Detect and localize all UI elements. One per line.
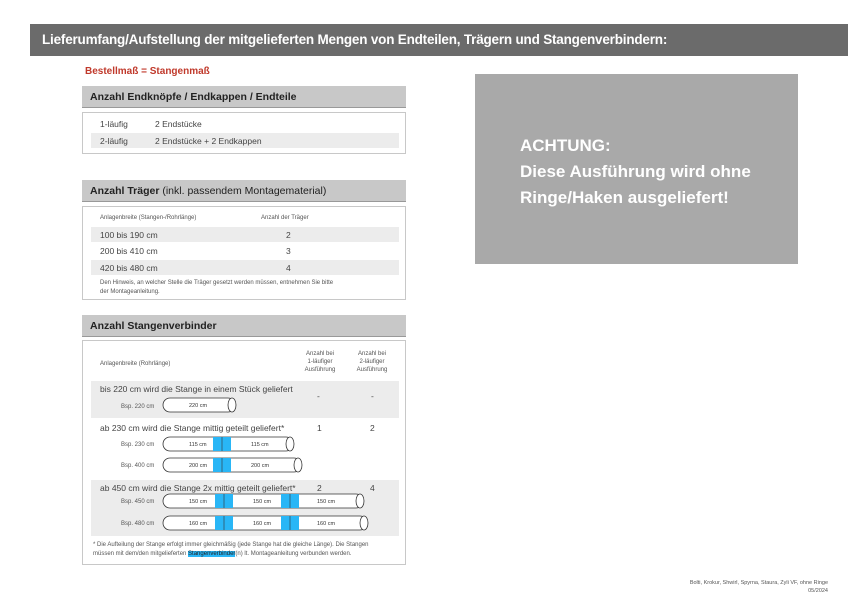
section-endknoepfe-title: Anzahl Endknöpfe / Endkappen / Endteile [90, 91, 297, 103]
verbinder-group-text: ab 230 cm wird die Stange mittig geteilt geliefert* [100, 423, 285, 433]
verbinder-count-1lauf: 1 [317, 423, 322, 433]
verbinder-col-2lauf: Ausführung [356, 367, 388, 373]
verbinder-col-1lauf: Anzahl bei [305, 351, 335, 357]
verbinder-col-2lauf: Anzahl bei [357, 351, 387, 357]
verbinder-group-text: bis 220 cm wird die Stange in einem Stück geliefert [100, 384, 293, 394]
verbinder-footnote: müssen mit dem/den mitgelieferten Stangenverbinder(n) lt. Montageanleitung verbunden werden. [93, 551, 352, 557]
traeger-note: der Montageanleitung. [100, 289, 160, 295]
page-title: Lieferumfang/Aufstellung der mitgelieferten Mengen von Endteilen, Trägern und Stangenverbindern: [42, 32, 668, 47]
example-label: Bsp. 230 cm [121, 442, 155, 448]
example-label: Bsp. 400 cm [121, 463, 155, 469]
verbinder-group-text: ab 450 cm wird die Stange 2x mittig geteilt geliefert* [100, 483, 296, 493]
section-traeger-header [82, 180, 406, 202]
verbinder-col-2lauf: 2-läufiger [359, 359, 385, 365]
verbinder-footnote: * Die Aufteilung der Stange erfolgt immer gleichmäßig (jede Stange hat die gleiche Länge). Die Stangen [93, 542, 369, 548]
section-traeger-title: Anzahl Träger [90, 185, 160, 197]
rod-segment-label: 150 cm [189, 499, 208, 505]
endknoepfe-row-label: 2-läufig [100, 136, 128, 146]
verbinder-count-2lauf: 2 [370, 423, 375, 433]
rod-220 [163, 398, 236, 412]
verbinder-col-1lauf: 1-läufiger [307, 359, 333, 365]
endknoepfe-row-value: 2 Endstücke + 2 Endkappen [155, 136, 262, 146]
traeger-row-range: 420 bis 480 cm [100, 263, 158, 273]
traeger-row-range: 100 bis 190 cm [100, 230, 158, 240]
section-verbinder-header [82, 315, 406, 337]
rod-segment-label: 115 cm [189, 442, 207, 448]
verbinder-count-2lauf: 4 [370, 483, 375, 493]
traeger-col-width: Anlagenbreite (Stangen-/Rohrlänge) [100, 215, 197, 221]
verbinder-col-1lauf: Ausführung [304, 367, 336, 373]
rod-segment-label: 220 cm [189, 403, 208, 409]
rod-480 [163, 516, 368, 530]
warning-box [475, 74, 798, 264]
endknoepfe-row-value: 2 Endstücke [155, 119, 202, 129]
header-bar [30, 24, 848, 56]
section-traeger-subtitle: (inkl. passendem Montagematerial) [159, 185, 327, 197]
section-endknoepfe-header [82, 86, 406, 108]
traeger-table [82, 206, 406, 300]
endknoepfe-table [82, 112, 406, 154]
rod-450 [163, 494, 364, 508]
traeger-row-count: 2 [286, 230, 291, 240]
footer-products: Bolti, Krokur, Shwirl, Spyrna, Staura, Zyli VF, ohne Ringe [689, 580, 828, 586]
rod-400 [163, 458, 302, 472]
warning-heading: ACHTUNG: [520, 136, 611, 155]
rod-segment-label: 150 cm [253, 499, 272, 505]
endknoepfe-row-label: 1-läufig [100, 119, 128, 129]
rod-segment-label: 150 cm [317, 499, 336, 505]
rod-segment-label: 200 cm [189, 463, 208, 469]
rod-segment-label: 200 cm [251, 463, 270, 469]
traeger-row-range: 200 bis 410 cm [100, 246, 158, 256]
footer [690, 579, 828, 595]
stangenverbinder-highlight: Stangenverbinder [188, 551, 236, 557]
rod-diagrams [83, 341, 405, 541]
traeger-row-count: 4 [286, 263, 291, 273]
traeger-note: Den Hinweis, an welcher Stelle die Träger gesetzt werden müssen, entnehmen Sie bitte [100, 280, 334, 286]
warning-text: Diese Ausführung wird ohne [520, 162, 751, 181]
example-label: Bsp. 480 cm [121, 521, 155, 527]
rod-segment-label: 115 cm [251, 442, 269, 448]
section-verbinder-title: Anzahl Stangenverbinder [90, 320, 217, 332]
verbinder-count-1lauf: 2 [317, 483, 322, 493]
verbinder-count-2lauf: - [371, 391, 374, 401]
verbinder-table [82, 340, 406, 565]
example-label: Bsp. 220 cm [121, 404, 155, 410]
verbinder-count-1lauf: - [317, 391, 320, 401]
rod-segment-label: 160 cm [253, 521, 272, 527]
order-size-note: Bestellmaß = Stangenmaß [85, 66, 210, 77]
verbinder-col-width: Anlagenbreite (Rohrlänge) [100, 361, 171, 367]
rod-segment-label: 160 cm [317, 521, 336, 527]
rod-230 [163, 437, 294, 451]
traeger-row-count: 3 [286, 246, 291, 256]
warning-text: Ringe/Haken ausgeliefert! [520, 188, 729, 207]
traeger-col-count: Anzahl der Träger [261, 215, 309, 221]
footer-date: 05/2024 [808, 588, 828, 594]
rod-segment-label: 160 cm [189, 521, 208, 527]
example-label: Bsp. 450 cm [121, 499, 155, 505]
